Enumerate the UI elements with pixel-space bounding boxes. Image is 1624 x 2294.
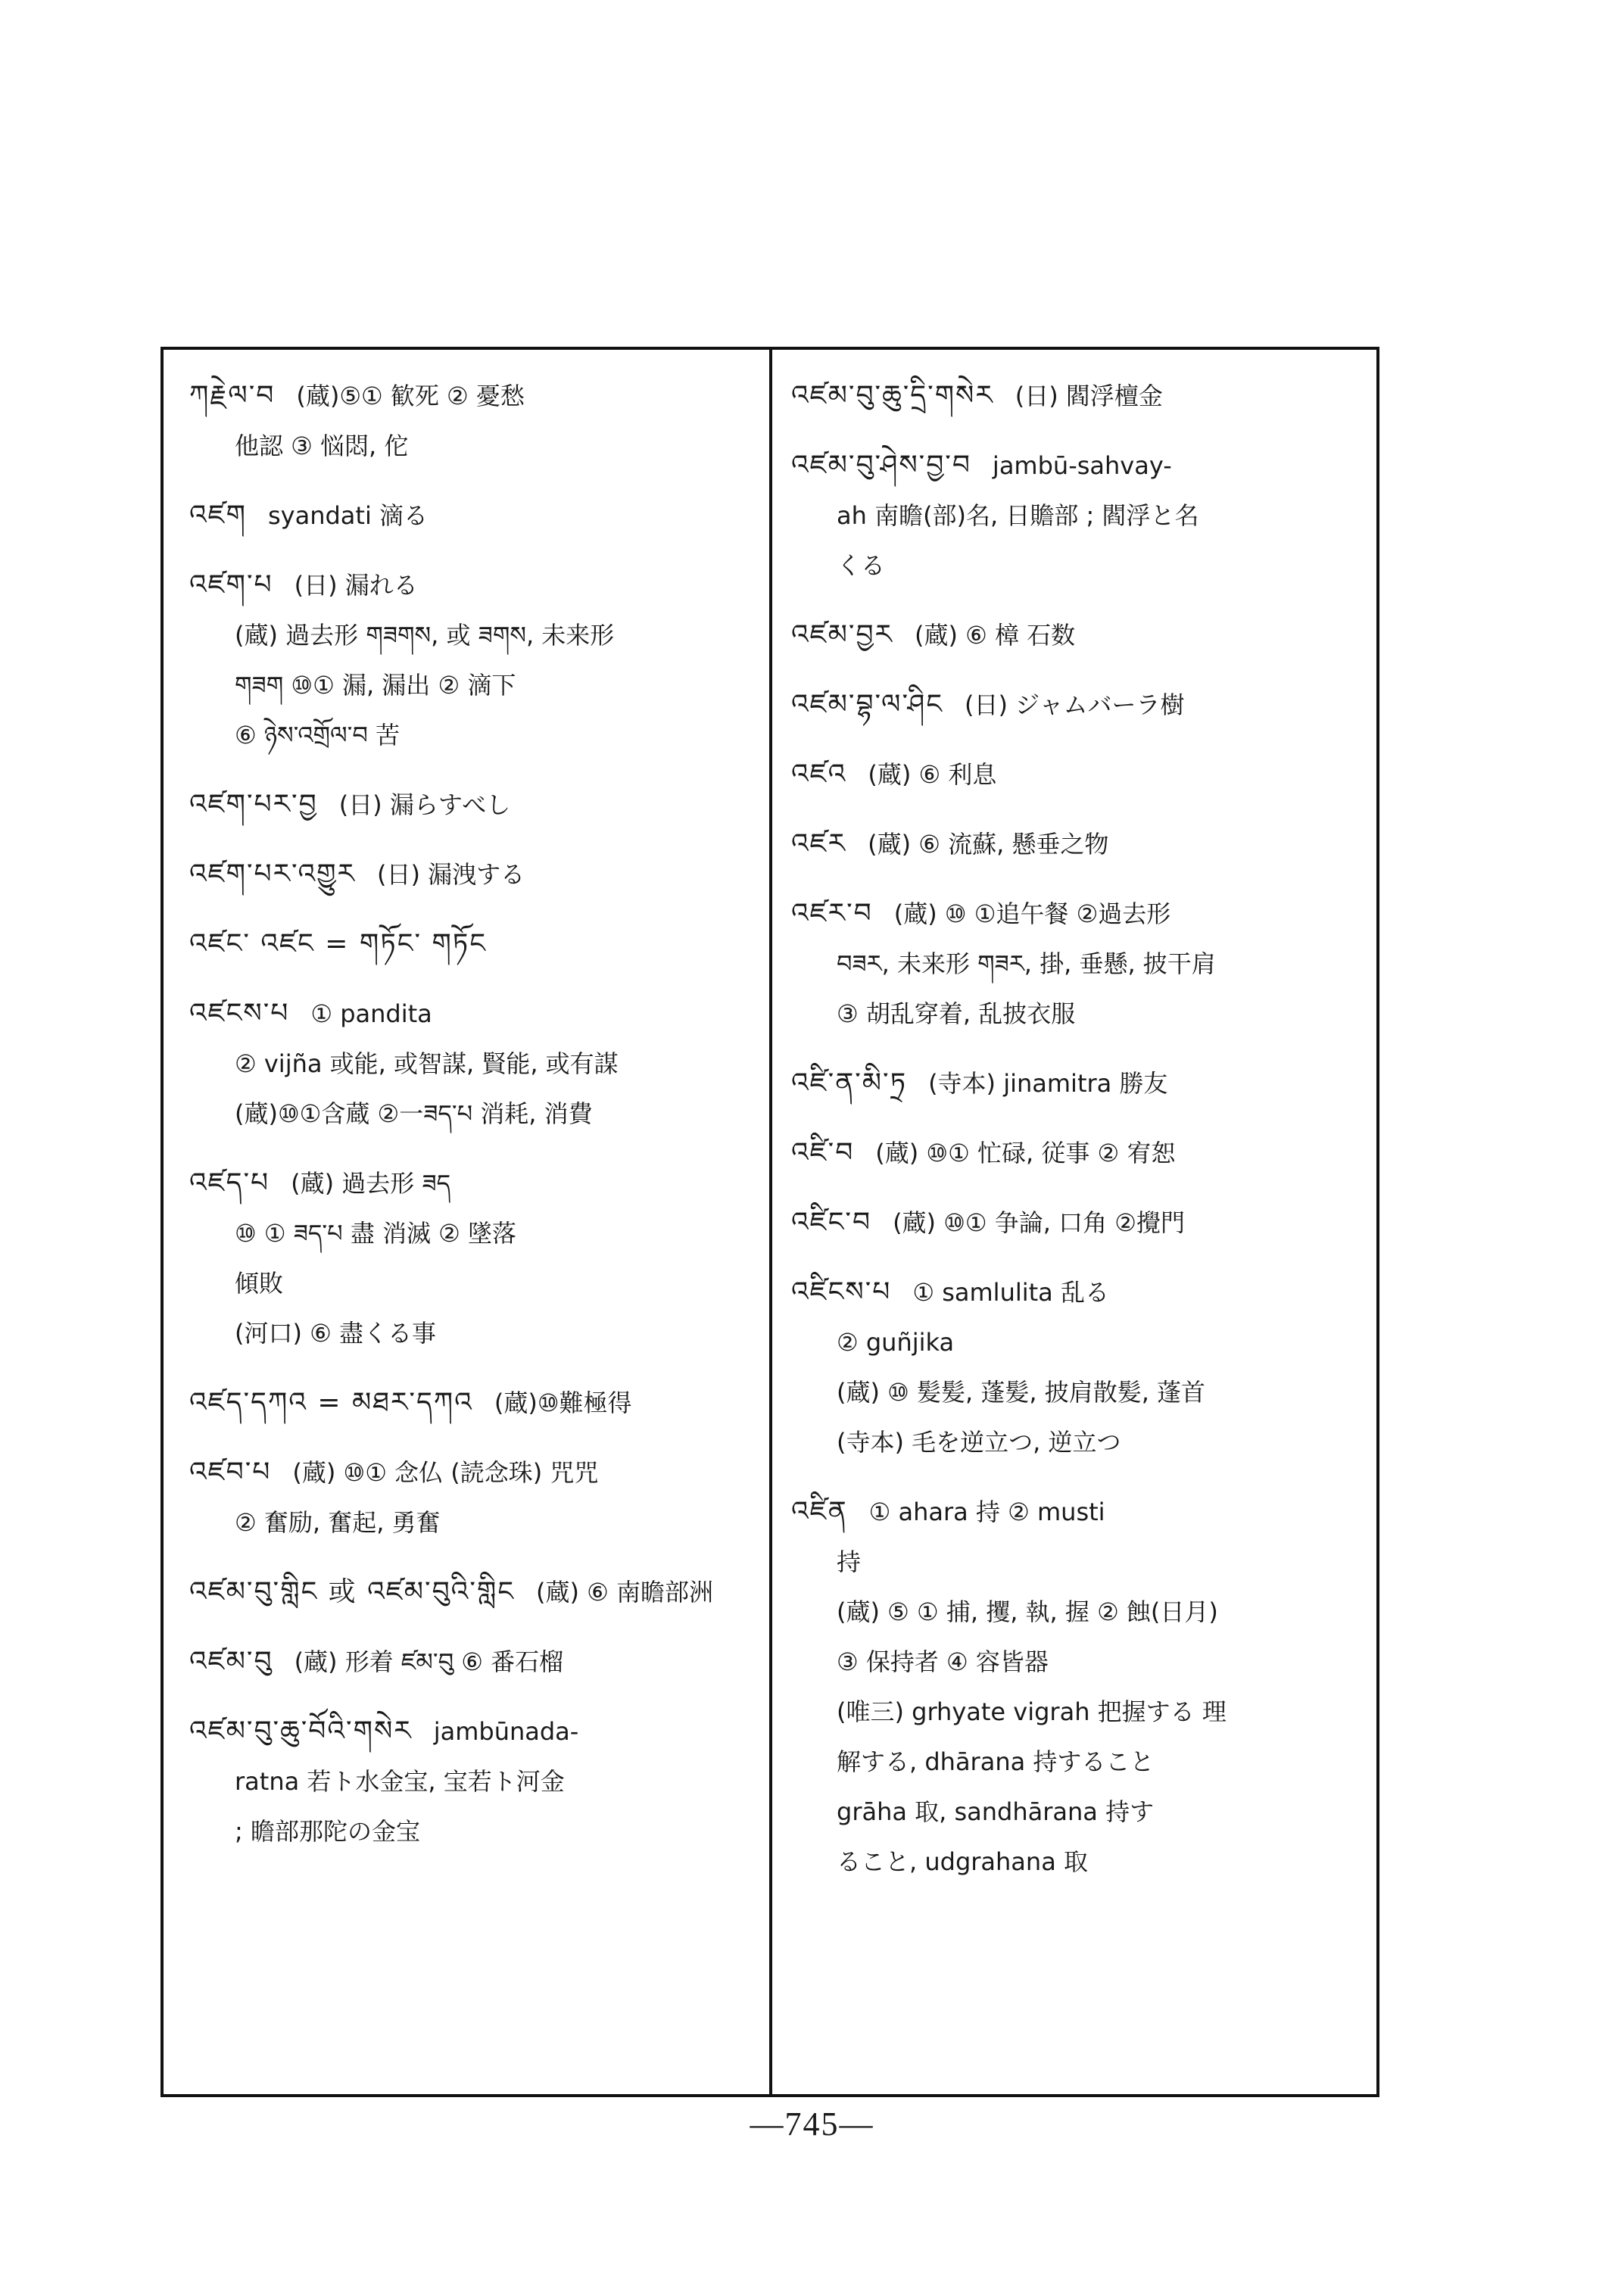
entry-definition-line: ① ahara 持 ② musti: [868, 1498, 1105, 1526]
entry-definition-line: ⑩ ① ཟད་པ 盡 消滅 ② 墜落: [235, 1219, 517, 1248]
entry-headword: འཛའ: [791, 759, 847, 790]
entry-definition-line: (日) 漏れる: [294, 571, 418, 600]
entry-headword: འཛམ་བྷ་ལ་ཤིང: [791, 689, 944, 720]
entry-headword: འཛངས་པ: [189, 998, 290, 1029]
entry-definition-line: (寺本) 毛を逆立つ, 逆立つ: [837, 1428, 1121, 1457]
entry-definition-line: 他認 ③ 悩悶, 佗: [235, 432, 409, 460]
entry-definition-line: (日) 漏らすべし: [338, 790, 511, 819]
entry-headword: འཛམ་བུ་གླིང 或 འཛམ་བུའི་གླིང: [189, 1576, 516, 1607]
entry-definition-line: བཟར, 未来形 གཟར, 掛, 垂懸, 披干肩: [837, 949, 1216, 978]
right-column: [791, 371, 1367, 1906]
entry-definition-line: (河口) ⑥ 盡くる事: [235, 1319, 437, 1348]
dictionary-entry: [189, 849, 757, 899]
entry-headword: འཛམ་བུ་ཤེས་བྱ་བ: [791, 450, 971, 481]
entry-headword: འཛང་ འཛང = གཏོང་ གཏོང: [189, 928, 488, 959]
entry-definition-line: (蔵)⑩難極得: [494, 1389, 632, 1417]
entry-headword: འཛི་བ: [791, 1137, 855, 1168]
column-divider: [769, 350, 772, 2094]
entry-headword: འཛམ་བུ་ཆུ་དྲི་གསེར: [791, 380, 994, 411]
entry-definition-line: (蔵) ⑥ 樟 石数: [914, 621, 1076, 650]
entry-headword: འཛག་པར་འགྱུར: [189, 859, 356, 890]
entry-headword: འཛག་པར་བྱ: [189, 789, 318, 820]
dictionary-entry: [189, 780, 757, 830]
dictionary-entry: [791, 1058, 1367, 1108]
entry-definition-line: ② guñjika: [837, 1328, 955, 1357]
dictionary-entry: [189, 1158, 757, 1358]
entry-headword: འཛིངས་པ: [791, 1276, 892, 1308]
entry-headword: འཛག་པ: [189, 569, 273, 600]
page-number: —745—: [750, 2105, 874, 2143]
entry-headword: འཛམ་བྱར: [791, 619, 893, 650]
entry-definition-line: ② vijña 或能, 或智謀, 賢能, 或有謀: [235, 1049, 619, 1078]
entry-definition-line: (蔵) ⑩① 念仏 (読念珠) 咒咒: [292, 1458, 599, 1487]
entry-definition-line: (蔵) 過去形 ཟད: [291, 1169, 451, 1198]
entry-definition-line: (蔵) ⑩① 争論, 口角 ②攪門: [893, 1208, 1185, 1237]
entry-definition-line: (日) ジャムバーラ樹: [965, 690, 1185, 719]
entry-definition-line: གཟག ⑩① 漏, 漏出 ② 滴下: [235, 671, 516, 700]
dictionary-entry: [189, 1637, 757, 1687]
dictionary-entry: [189, 1378, 757, 1428]
entry-definition-line: (蔵)⑩①含蔵 ②一ཟད་པ 消耗, 消費: [235, 1099, 593, 1128]
entry-definition-line: ること, udgrahana 取: [837, 1847, 1088, 1876]
entry-headword: འཛད་དཀའ = མཐར་དཀའ: [189, 1387, 473, 1418]
entry-headword: འཛམ་བུ་ཆུ་བོའི་གསེར: [189, 1716, 413, 1747]
dictionary-entry: [791, 441, 1367, 591]
dictionary-entry: [791, 819, 1367, 869]
entry-definition-line: ① samlulita 乱る: [912, 1278, 1109, 1307]
entry-headword: འཛབ་པ: [189, 1457, 272, 1488]
entry-headword: འཛམ་བུ: [189, 1646, 273, 1677]
entry-definition-line: (唯三) grhyate vigrah 把握する 理: [837, 1697, 1227, 1726]
entry-definition-line: (蔵) ⑤ ① 捕, 攫, 執, 握 ② 蝕(日月): [837, 1597, 1218, 1626]
entry-definition-line: くる: [837, 551, 886, 580]
dictionary-entry: [189, 371, 757, 471]
entry-headword: འཛིན: [791, 1496, 848, 1527]
dictionary-entry: [791, 889, 1367, 1039]
entry-headword: འཛིང་བ: [791, 1207, 872, 1238]
entry-definition-line: ③ 保持者 ④ 容皆器: [837, 1647, 1049, 1676]
entry-definition-line: ② 奮励, 奮起, 勇奮: [235, 1508, 441, 1537]
entry-definition-line: 持: [837, 1548, 862, 1576]
dictionary-entry: [791, 1128, 1367, 1178]
entry-headword: འཛག: [189, 500, 247, 531]
entry-headword: ཀརྗེལ་བ: [189, 380, 276, 411]
entry-definition-line: (蔵) ⑩① 忙碌, 従事 ② 宥恕: [875, 1139, 1176, 1167]
dictionary-entry: [791, 1487, 1367, 1887]
entry-definition-line: 解する, dhārana 持すること: [837, 1747, 1155, 1776]
entry-definition-line: ③ 胡乱穿着, 乱披衣服: [837, 999, 1076, 1028]
entry-definition-line: (日) 漏洩する: [376, 860, 525, 889]
dictionary-entry: [189, 919, 757, 969]
dictionary-entry: [189, 1706, 757, 1856]
entry-headword: འཛར་བ: [791, 898, 873, 929]
entry-definition-line: (蔵) 過去形 གཟགས, 或 ཟགས, 未来形: [235, 621, 615, 650]
entry-definition-line: (寺本) jinamitra 勝友: [928, 1069, 1168, 1098]
dictionary-entry: [791, 1267, 1367, 1467]
entry-definition-line: (蔵) ⑥ 南瞻部洲: [536, 1578, 714, 1607]
entry-definition-line: ratna 若ト水金宝, 宝若ト河金: [235, 1767, 565, 1796]
dictionary-entry: [791, 371, 1367, 421]
dictionary-entry: [189, 989, 757, 1139]
entry-definition-line: syandati 滴る: [267, 501, 429, 530]
entry-definition-line: (蔵) ⑥ 流蘇, 懸垂之物: [868, 830, 1109, 859]
entry-definition-line: (日) 閻浮檀金: [1015, 382, 1163, 410]
left-column: [189, 371, 757, 1876]
entry-definition-line: ① pandita: [310, 999, 432, 1028]
entry-definition-line: jambūnada-: [433, 1717, 579, 1746]
dictionary-entry: [791, 680, 1367, 730]
dictionary-entry: [189, 560, 757, 760]
entry-definition-line: (蔵)⑤① 歓死 ② 憂愁: [296, 382, 525, 410]
dictionary-entry: [189, 1448, 757, 1548]
entry-headword: འཛི་ན་མི་ཏྲ: [791, 1068, 908, 1099]
entry-definition-line: ah 南瞻(部)名, 日贍部 ; 閻浮と名: [837, 501, 1199, 530]
entry-definition-line: (蔵) ⑥ 利息: [868, 760, 997, 789]
dictionary-entry: [791, 750, 1367, 799]
entry-headword: འཛད་པ: [189, 1167, 270, 1198]
entry-headword: འཛར: [791, 828, 847, 859]
entry-definition-line: (蔵) ⑩ ①追午餐 ②過去形: [893, 899, 1171, 928]
entry-definition-line: (蔵) ⑩ 髪髪, 蓬髪, 披肩散髪, 蓬首: [837, 1378, 1206, 1407]
dictionary-entry: [189, 491, 757, 541]
dictionary-entry: [791, 1198, 1367, 1248]
entry-definition-line: ; 瞻部那陀の金宝: [235, 1817, 420, 1846]
dictionary-entry: [189, 1567, 757, 1617]
entry-definition-line: (蔵) 形着 ཛམ་བུ ⑥ 番石榴: [294, 1647, 564, 1676]
entry-definition-line: jambū-sahvay-: [992, 451, 1172, 480]
dictionary-entry: [791, 610, 1367, 660]
entry-definition-line: grāha 取, sandhārana 持す: [837, 1797, 1155, 1826]
entry-definition-line: 傾敗: [235, 1269, 284, 1298]
entry-definition-line: ⑥ ཉེས་འགྲོལ་བ 苦: [235, 721, 401, 750]
